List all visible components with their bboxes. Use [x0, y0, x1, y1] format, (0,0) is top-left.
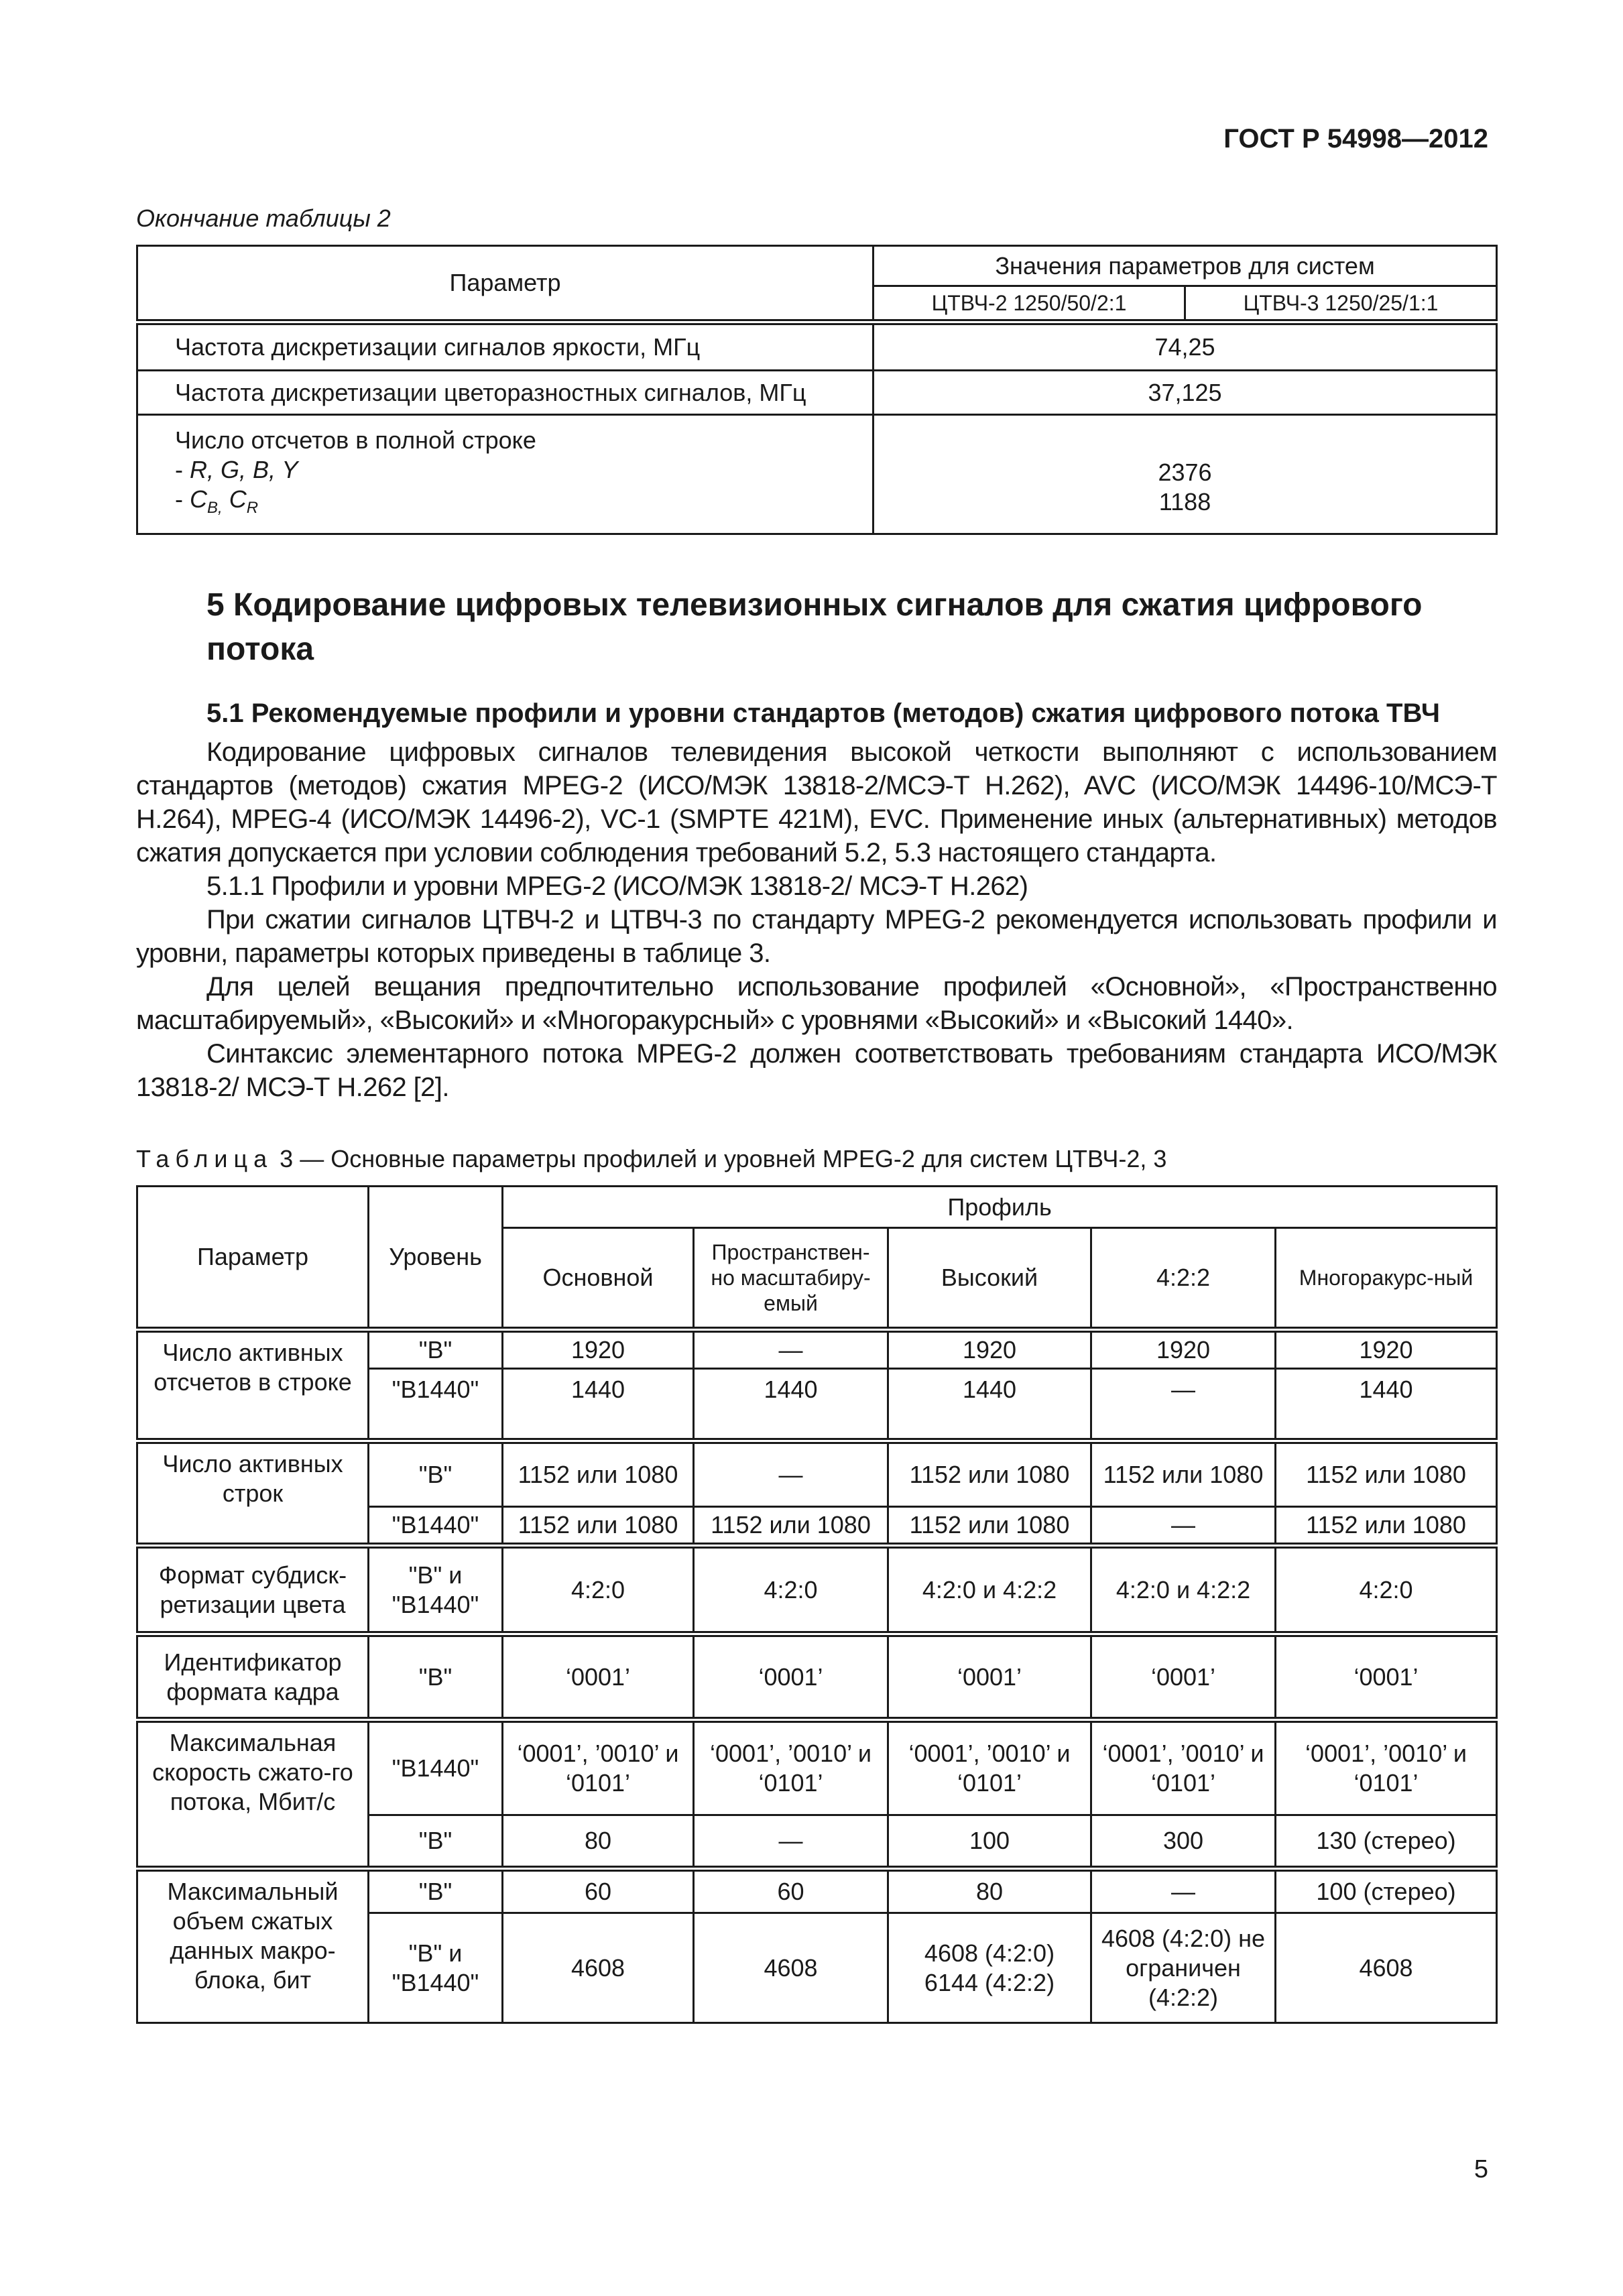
- paragraph-syntax: Синтаксис элементарного потока MPEG-2 должен соответствовать требованиям стандарта ИСО/МЭК 13818-2/ МСЭ-Т Н.262 [2].: [136, 1039, 1497, 1102]
- table3-bitrate-label: Максимальная скорость сжато-го потока, Мбит/с: [137, 1720, 369, 1869]
- table3-level-cell: "В": [369, 1441, 503, 1507]
- table3-cell: 80: [503, 1815, 694, 1869]
- table3-cell: 4608 (4:2:0) 6144 (4:2:2): [888, 1913, 1091, 2023]
- table3-cell: ‘0001’: [888, 1634, 1091, 1720]
- table3-cell: 60: [694, 1869, 888, 1913]
- table2-row-label: Частота дискретизации цветоразностных сигналов, МГц: [137, 371, 874, 415]
- table2-count-rgb: - R, G, B, Y: [175, 455, 298, 483]
- table-row: [137, 1330, 1497, 1369]
- table3-cell: 1440: [694, 1369, 888, 1441]
- table-row: [137, 1546, 1497, 1634]
- table3-level-cell: "В": [369, 1330, 503, 1369]
- table-row: [137, 322, 1497, 371]
- table3-cell: —: [694, 1441, 888, 1507]
- table3-profile-multiview: Многоракурс-ный: [1276, 1228, 1497, 1330]
- table3-chroma-label: Формат субдиск-ретизации цвета: [137, 1546, 369, 1634]
- table2-count-title: Число отсчетов в полной строке: [175, 426, 536, 454]
- table3-cell: 60: [503, 1869, 694, 1913]
- table-row: [137, 1441, 1497, 1507]
- paragraph-mpeg2-heading: 5.1.1 Профили и уровни MPEG-2 (ИСО/МЭК 13818-2/ МСЭ-Т Н.262): [206, 871, 1028, 901]
- section-title-line1: 5 Кодирование цифровых телевизионных сигналов для сжатия цифрового: [206, 587, 1423, 623]
- table3-cell: 130 (стерео): [1276, 1815, 1497, 1869]
- table3-cell: 4608: [694, 1913, 888, 2023]
- table3-level-cell: "В1440": [369, 1720, 503, 1815]
- table3-cell: ‘0001’: [503, 1634, 694, 1720]
- table2-count-cbcr: - $C_{B,}$ $C_R$: [175, 485, 259, 518]
- table3-level-cell: "В": [369, 1815, 503, 1869]
- table3-cell: 1152 или 1080: [694, 1507, 888, 1546]
- table3-cell: —: [694, 1815, 888, 1869]
- table3-level-cell: "В": [369, 1634, 503, 1720]
- table3-level-cell: "В1440": [369, 1369, 503, 1441]
- table3-cell: 1152 или 1080: [888, 1507, 1091, 1546]
- table3-cell: ‘0001’: [1091, 1634, 1276, 1720]
- table3-level-cell: "В" и "В1440": [369, 1913, 503, 2023]
- table3-cell: 1152 или 1080: [1276, 1441, 1497, 1507]
- table3-cell: 4:2:0: [694, 1546, 888, 1634]
- table3-cell: ‘0001’, ’0010’ и ‘0101’: [1276, 1720, 1497, 1815]
- table2-count-label: [137, 415, 874, 534]
- paragraph-coding: Кодирование цифровых сигналов телевидения высокой четкости выполняют с использованием стандартов (методов) сжатия MPEG-2 (ИСО/МЭК 13818-2/МСЭ-Т Н.262), AVC (ИСО/МЭК 14496-10/МСЭ-Т Н.264), MPEG-4 (ИСО/МЭК 14496-2), VC-1 (SMPTE 421M), EVC. Применение иных (альтернативных) методов сжатия допускается при условии соблюдения требований 5.2, 5.3 настоящего стандарта.: [136, 737, 1497, 867]
- table3-cell: 100 (стерео): [1276, 1869, 1497, 1913]
- table3-cell: 4:2:0 и 4:2:2: [888, 1546, 1091, 1634]
- table3-cell: 1152 или 1080: [1091, 1441, 1276, 1507]
- table3-macroblock-label: Максимальный объем сжатых данных макро-блока, бит: [137, 1869, 369, 2023]
- table3-level-cell: "В" и "В1440": [369, 1546, 503, 1634]
- table2-row-label: Частота дискретизации сигналов яркости, МГц: [137, 322, 874, 371]
- table2-row-value: 74,25: [874, 322, 1497, 371]
- table2-param-header: Параметр: [137, 246, 874, 322]
- table3-cell: 1920: [1091, 1330, 1276, 1369]
- table3-frameid-label: Идентификатор формата кадра: [137, 1634, 369, 1720]
- table3-cell: ‘0001’, ’0010’ и ‘0101’: [503, 1720, 694, 1815]
- table3: [136, 1185, 1498, 2024]
- table3-cell: —: [1091, 1507, 1276, 1546]
- table2-col2-header: ЦТВЧ-3 1250/25/1:1: [1185, 286, 1497, 322]
- section-title-line2: потока: [206, 631, 314, 667]
- table3-cell: 1920: [888, 1330, 1091, 1369]
- table3-cell: —: [1091, 1869, 1276, 1913]
- table3-cell: —: [1091, 1369, 1276, 1441]
- paragraph-broadcast: Для целей вещания предпочтительно использование профилей «Основной», «Пространственно масштабируемый», «Высокий» и «Многоракурсный» с уровнями «Высокий» и «Высокий 1440».: [136, 972, 1497, 1035]
- table3-profile-spatial: Пространствен-но масштабиру-емый: [694, 1228, 888, 1330]
- table3-cell: 100: [888, 1815, 1091, 1869]
- table3-cell: 1440: [1276, 1369, 1497, 1441]
- table2-row-value: 37,125: [874, 371, 1497, 415]
- table3-samples-label: Число активных отсчетов в строке: [137, 1330, 369, 1441]
- table3-cell: 80: [888, 1869, 1091, 1913]
- table-row: [137, 1634, 1497, 1720]
- table3-cell: 4608: [1276, 1913, 1497, 2023]
- table3-cell: 4:2:0: [1276, 1546, 1497, 1634]
- subsection-title: 5.1 Рекомендуемые профили и уровни стандартов (методов) сжатия цифрового потока ТВЧ: [206, 699, 1440, 728]
- table3-cell: ‘0001’: [1276, 1634, 1497, 1720]
- table3-lines-label: Число активных строк: [137, 1441, 369, 1546]
- table3-cell: 1440: [888, 1369, 1091, 1441]
- table3-level-cell: "В": [369, 1869, 503, 1913]
- table3-profile-header: Профиль: [503, 1187, 1497, 1228]
- table3-param-header: Параметр: [137, 1187, 369, 1330]
- table3-cell: 1152 или 1080: [1276, 1507, 1497, 1546]
- table3-profile-422: 4:2:2: [1091, 1228, 1276, 1330]
- table2-count-value2: 1188: [1158, 488, 1211, 516]
- table3-cell: 1920: [503, 1330, 694, 1369]
- table3-cell: ‘0001’, ’0010’ и ‘0101’: [1091, 1720, 1276, 1815]
- table3-cell: ‘0001’: [694, 1634, 888, 1720]
- table3-cell: 1152 или 1080: [503, 1507, 694, 1546]
- table2-col1-header: ЦТВЧ-2 1250/50/2:1: [874, 286, 1185, 322]
- table2: [136, 245, 1498, 535]
- table3-profile-high: Высокий: [888, 1228, 1091, 1330]
- table3-profile-main: Основной: [503, 1228, 694, 1330]
- table3-cell: ‘0001’, ’0010’ и ‘0101’: [888, 1720, 1091, 1815]
- table3-caption: Таблица 3 — Основные параметры профилей и уровней MPEG-2 для систем ЦТВЧ-2, 3: [136, 1145, 1167, 1172]
- section-title: [206, 583, 1500, 672]
- table3-cell: 4608: [503, 1913, 694, 2023]
- table3-cell: 1152 или 1080: [888, 1441, 1091, 1507]
- table3-cell: 4:2:0 и 4:2:2: [1091, 1546, 1276, 1634]
- page-number: 5: [1474, 2155, 1488, 2183]
- table2-caption: Окончание таблицы 2: [136, 204, 391, 232]
- table3-cell: 1440: [503, 1369, 694, 1441]
- table3-level-cell: "В1440": [369, 1507, 503, 1546]
- table-row: [137, 1869, 1497, 1913]
- table3-cell: 300: [1091, 1815, 1276, 1869]
- table2-count-value1: 2376: [1158, 459, 1212, 486]
- table2-count-values: [874, 415, 1497, 534]
- table3-cell: —: [694, 1330, 888, 1369]
- table-row: [137, 371, 1497, 415]
- table-row: [137, 415, 1497, 534]
- table-row: [137, 1720, 1497, 1815]
- paragraph-mpeg2-use: При сжатии сигналов ЦТВЧ-2 и ЦТВЧ-3 по стандарту MPEG-2 рекомендуется использовать профили и уровни, параметры которых приведены в таблице 3.: [136, 905, 1497, 968]
- table3-cell: 4:2:0: [503, 1546, 694, 1634]
- table3-level-header: Уровень: [369, 1187, 503, 1330]
- table3-cell: 1920: [1276, 1330, 1497, 1369]
- table2-values-header: Значения параметров для систем: [874, 246, 1497, 286]
- table3-cell: ‘0001’, ’0010’ и ‘0101’: [694, 1720, 888, 1815]
- table3-cell: 1152 или 1080: [503, 1441, 694, 1507]
- standard-code: ГОСТ Р 54998—2012: [1223, 124, 1488, 154]
- table3-cell: 4608 (4:2:0) не ограничен (4:2:2): [1091, 1913, 1276, 2023]
